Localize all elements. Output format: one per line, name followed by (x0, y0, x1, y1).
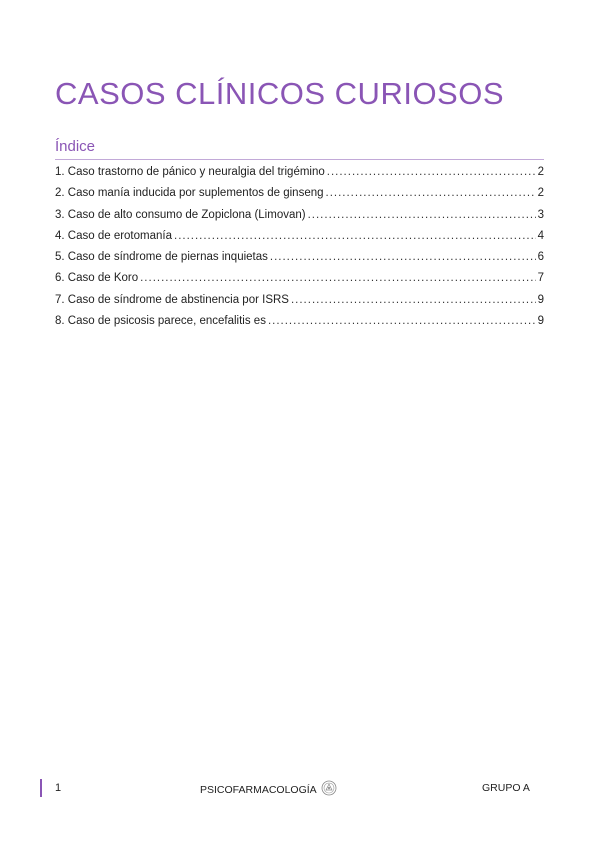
toc-entry-page: 9 (537, 293, 544, 306)
toc-entry-text: 6. Caso de Koro (55, 272, 139, 285)
footer-course-name: PSICOFARMACOLOGÍA (200, 783, 317, 796)
footer-accent-bar (40, 779, 42, 797)
toc-entry-text: 2. Caso manía inducida por suplementos de ginseng (55, 187, 324, 200)
toc-entry-page: 3 (537, 208, 544, 221)
footer-group-label: GRUPO A (482, 782, 530, 794)
footer-page-number: 1 (55, 782, 62, 794)
toc-leader-dots (174, 226, 536, 247)
toc-entry-page: 2 (537, 166, 544, 178)
toc-entry-text: 1. Caso trastorno de pánico y neuralgia del trigémino (55, 166, 325, 178)
toc-entry[interactable] (55, 162, 544, 183)
university-seal-icon (321, 780, 337, 799)
toc-entry-page: 7 (537, 272, 544, 285)
toc-entry-text: 5. Caso de síndrome de piernas inquietas (55, 251, 268, 264)
footer-center (200, 780, 337, 799)
toc-entry-text: 7. Caso de síndrome de abstinencia por ISRS (55, 293, 289, 306)
toc-entry-page: 2 (537, 187, 544, 200)
toc-entry[interactable] (55, 311, 544, 332)
toc-leader-dots (308, 205, 536, 226)
toc-leader-dots (140, 268, 535, 289)
toc-entry[interactable] (55, 226, 544, 247)
toc-entry-page: 4 (537, 229, 544, 242)
toc-divider (55, 159, 544, 160)
table-of-contents (55, 162, 544, 332)
toc-entry-page: 6 (537, 251, 544, 264)
toc-entry[interactable] (55, 205, 544, 226)
toc-heading: Índice (55, 138, 96, 155)
toc-entry-text: 3. Caso de alto consumo de Zopiclona (Limovan) (55, 208, 306, 221)
toc-leader-dots (326, 183, 536, 204)
toc-entry[interactable] (55, 247, 544, 268)
toc-leader-dots (327, 162, 536, 183)
toc-entry-text: 4. Caso de erotomanía (55, 229, 172, 242)
toc-leader-dots (268, 311, 536, 332)
toc-entry-page: 9 (537, 315, 544, 328)
toc-entry[interactable] (55, 268, 544, 289)
toc-leader-dots (291, 290, 536, 311)
document-title: CASOS CLÍNICOS CURIOSOS (55, 76, 505, 111)
toc-leader-dots (270, 247, 536, 268)
toc-entry[interactable] (55, 183, 544, 204)
toc-entry-text: 8. Caso de psicosis parece, encefalitis es (55, 315, 266, 328)
toc-entry[interactable] (55, 290, 544, 311)
